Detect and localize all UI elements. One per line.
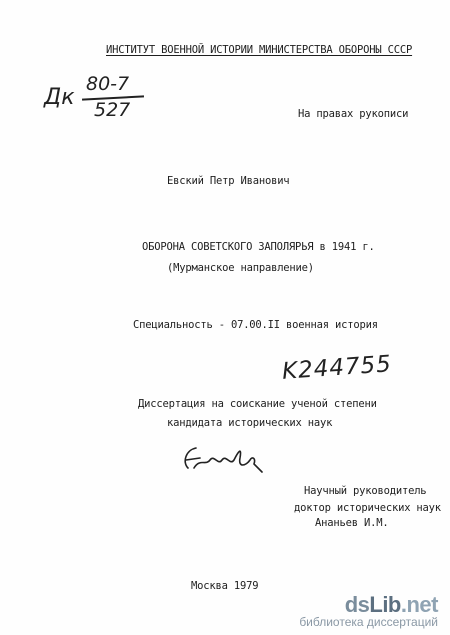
- dslib-watermark: [299, 592, 438, 629]
- dissertation-subtitle: (Мурманское направление): [167, 262, 314, 274]
- catalog-bottom-number: 527: [94, 99, 131, 121]
- advisor-title: Научный руководитель: [304, 485, 427, 497]
- catalog-prefix: Дк: [44, 85, 75, 110]
- advisor-name: Ананьев И.М.: [315, 517, 389, 529]
- author-signature: [180, 438, 270, 478]
- institute-header: ИНСТИТУТ ВОЕННОЙ ИСТОРИИ МИНИСТЕРСТВА ОБОРОНЫ СССР: [106, 44, 413, 56]
- rights-note: На правах рукописи: [298, 108, 409, 120]
- catalog-mark: [44, 75, 154, 125]
- author-name: Евский Петр Иванович: [167, 175, 290, 187]
- place-and-year: Москва 1979: [191, 580, 259, 592]
- watermark-subtitle: библиотека диссертаций: [299, 615, 438, 629]
- catalog-top-number: 80-7: [86, 73, 130, 95]
- dissertation-title: ОБОРОНА СОВЕТСКОГО ЗАПОЛЯРЬЯ в 1941 г.: [142, 241, 375, 253]
- advisor-degree: доктор исторических наук: [294, 502, 441, 514]
- specialty-line: Специальность - 07.00.II военная история: [133, 319, 378, 331]
- watermark-logo: dsLib.net: [344, 592, 438, 617]
- dissertation-purpose-line1: Диссертация на соискание ученой степени: [138, 398, 377, 410]
- signature-drawing: [180, 438, 270, 478]
- dissertation-purpose-line2: кандидата исторических наук: [167, 417, 333, 429]
- inventory-number: K244755: [281, 351, 393, 385]
